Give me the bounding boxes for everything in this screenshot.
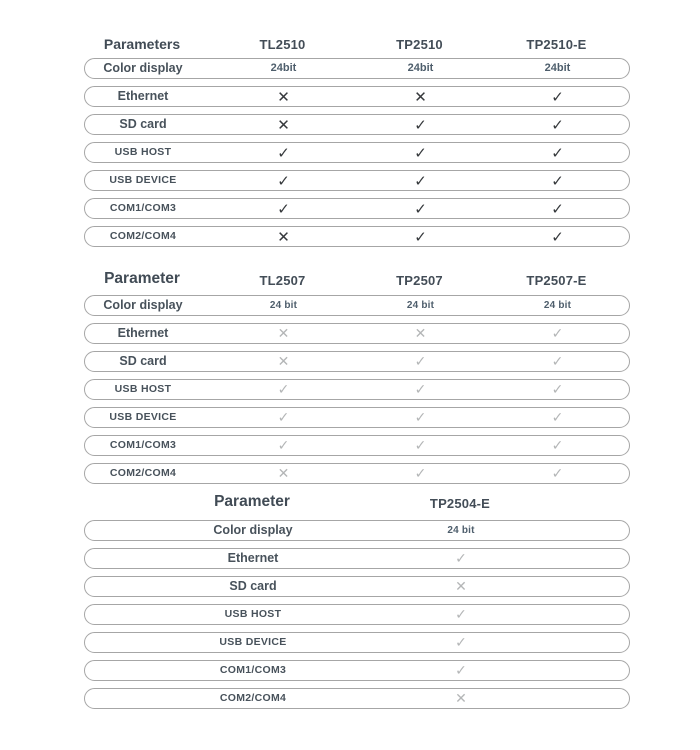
table-header-row [84, 492, 630, 511]
column-header-model: TP2507-E [526, 273, 587, 288]
spec-row-label: COM2/COM4 [109, 230, 177, 243]
spec-row-label: COM1/COM3 [109, 439, 177, 452]
spec-value: 24 bit [543, 299, 572, 311]
spec-row-label: USB DEVICE [109, 174, 177, 187]
spec-row [84, 86, 630, 107]
cross-icon: ✕ [414, 326, 427, 342]
check-icon: ✓ [414, 438, 427, 454]
check-icon: ✓ [277, 438, 290, 454]
check-icon: ✓ [414, 354, 427, 370]
spec-table-2504-series [84, 492, 630, 709]
spec-row [84, 58, 630, 79]
cross-icon: ✕ [277, 466, 290, 482]
spec-comparison-page [84, 0, 630, 709]
check-icon: ✓ [414, 410, 427, 426]
check-icon: ✓ [414, 115, 427, 134]
check-icon: ✓ [414, 171, 427, 190]
cross-icon: ✕ [277, 87, 290, 106]
spec-row [84, 688, 630, 709]
spec-value: 24bit [270, 62, 297, 74]
check-icon: ✓ [551, 171, 564, 190]
spec-row-label: Color display [103, 61, 183, 76]
check-icon: ✓ [551, 227, 564, 246]
spec-row [84, 295, 630, 316]
spec-row [84, 379, 630, 400]
spec-value: 24bit [544, 62, 571, 74]
spec-row [84, 170, 630, 191]
spec-row-label: USB HOST [114, 146, 172, 159]
cross-icon: ✕ [277, 326, 290, 342]
spec-row [84, 435, 630, 456]
spec-row-label: Ethernet [117, 89, 169, 104]
check-icon: ✓ [455, 635, 467, 651]
spec-row [84, 198, 630, 219]
check-icon: ✓ [455, 663, 467, 679]
column-header-parameter: Parameters [103, 36, 181, 52]
column-header-model: TP2504-E [429, 496, 491, 511]
check-icon: ✓ [551, 87, 564, 106]
spec-row-label: COM2/COM4 [109, 467, 177, 480]
column-header-model: TP2507 [396, 273, 443, 288]
spec-row [84, 632, 630, 653]
check-icon: ✓ [414, 199, 427, 218]
spec-row-label: Color display [213, 523, 293, 538]
spec-value: 24 bit [447, 524, 475, 536]
spec-row-label: USB DEVICE [109, 411, 177, 424]
spec-value: 24bit [407, 62, 434, 74]
check-icon: ✓ [414, 466, 427, 482]
spec-row [84, 323, 630, 344]
check-icon: ✓ [551, 438, 564, 454]
spec-row [84, 407, 630, 428]
check-icon: ✓ [277, 410, 290, 426]
check-icon: ✓ [277, 143, 290, 162]
cross-icon: ✕ [455, 691, 467, 707]
check-icon: ✓ [455, 607, 467, 623]
spec-row-label: COM2/COM4 [219, 692, 287, 705]
spec-row [84, 660, 630, 681]
spec-row [84, 463, 630, 484]
column-header-model: TP2510 [396, 37, 443, 52]
spec-row-label: Color display [103, 298, 183, 313]
cross-icon: ✕ [277, 227, 290, 246]
spec-row [84, 351, 630, 372]
check-icon: ✓ [551, 466, 564, 482]
spec-row-label: COM1/COM3 [109, 202, 177, 215]
column-header-parameter: Parameter [104, 270, 180, 287]
table-header-row [84, 34, 630, 52]
column-header-model: TL2510 [259, 37, 306, 52]
spec-row [84, 604, 630, 625]
spec-row-label: COM1/COM3 [219, 664, 287, 677]
spec-row-label: Ethernet [117, 326, 169, 341]
spec-row-label: USB DEVICE [219, 636, 287, 649]
check-icon: ✓ [414, 143, 427, 162]
column-header-model: TL2507 [259, 273, 306, 288]
column-header-parameter: Parameter [214, 493, 290, 510]
spec-table-2507-series [84, 269, 630, 484]
cross-icon: ✕ [277, 354, 290, 370]
check-icon: ✓ [551, 354, 564, 370]
check-icon: ✓ [277, 382, 290, 398]
spec-row [84, 142, 630, 163]
column-header-model: TP2510-E [526, 37, 587, 52]
spec-row [84, 520, 630, 541]
cross-icon: ✕ [414, 87, 427, 106]
spec-row-label: SD card [119, 117, 167, 132]
check-icon: ✓ [551, 115, 564, 134]
check-icon: ✓ [551, 199, 564, 218]
table-header-row [84, 269, 630, 288]
check-icon: ✓ [455, 551, 467, 567]
check-icon: ✓ [551, 410, 564, 426]
check-icon: ✓ [277, 171, 290, 190]
spec-row-label: SD card [229, 579, 277, 594]
spec-row-label: USB HOST [114, 383, 172, 396]
spec-row [84, 576, 630, 597]
check-icon: ✓ [551, 382, 564, 398]
check-icon: ✓ [414, 382, 427, 398]
spec-value: 24 bit [406, 299, 435, 311]
check-icon: ✓ [277, 199, 290, 218]
spec-table-2510-series [84, 34, 630, 247]
spec-row [84, 226, 630, 247]
spec-row [84, 114, 630, 135]
spec-value: 24 bit [269, 299, 298, 311]
spec-row-label: USB HOST [224, 608, 282, 621]
spec-row-label: SD card [119, 354, 167, 369]
cross-icon: ✕ [277, 115, 290, 134]
check-icon: ✓ [551, 143, 564, 162]
spec-row-label: Ethernet [227, 551, 279, 566]
check-icon: ✓ [551, 326, 564, 342]
check-icon: ✓ [414, 227, 427, 246]
spec-row [84, 548, 630, 569]
cross-icon: ✕ [455, 579, 467, 595]
